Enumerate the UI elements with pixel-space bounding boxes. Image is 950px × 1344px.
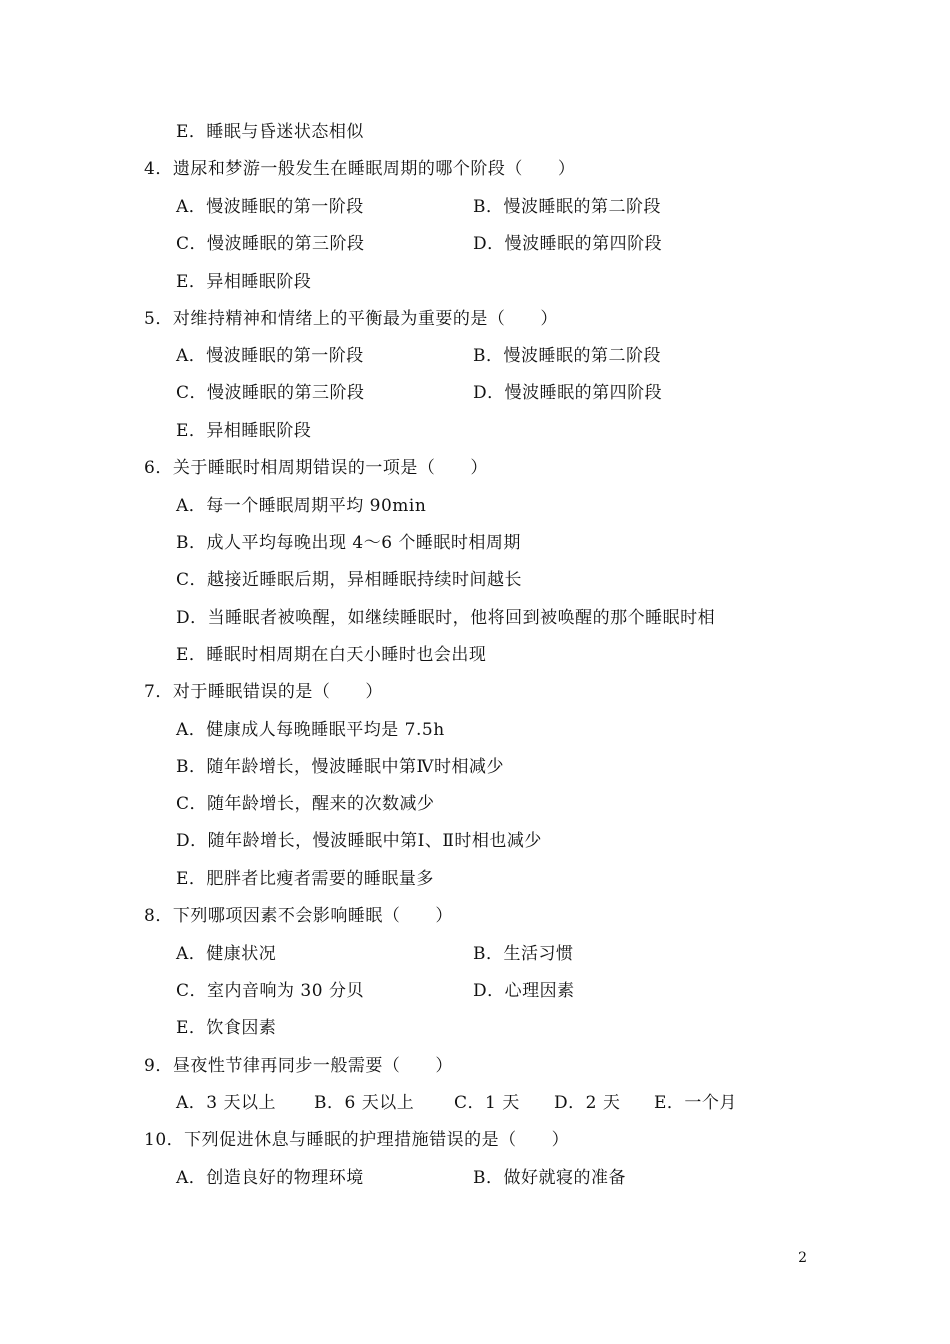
page-number: 2 [798,1250,807,1266]
q5-option-e: E．异相睡眠阶段 [176,421,312,441]
q8-option-b: B．生活习惯 [473,944,574,964]
q4-option-d: D．慢波睡眠的第四阶段 [473,234,663,254]
q6-option-e: E．睡眠时相周期在白天小睡时也会出现 [176,645,487,665]
q7-stem: 7．对于睡眠错误的是（ ） [144,682,383,702]
q4-option-a: A．慢波睡眠的第一阶段 [176,197,364,217]
q9-option-d: D．2 天 [554,1093,621,1113]
q7-option-a: A．健康成人每晚睡眠平均是 7.5h [176,720,445,740]
q4-option-b: B．慢波睡眠的第二阶段 [473,197,661,217]
q9-option-c: C．1 天 [454,1093,520,1113]
q5-option-b: B．慢波睡眠的第二阶段 [473,346,661,366]
q6-option-c: C．越接近睡眠后期，异相睡眠持续时间越长 [176,570,523,590]
q3-option-e: E．睡眠与昏迷状态相似 [176,122,364,142]
q7-option-d: D．随年龄增长，慢波睡眠中第Ⅰ、Ⅱ时相也减少 [176,831,542,851]
q9-option-e: E．一个月 [654,1093,737,1113]
q9-stem: 9．昼夜性节律再同步一般需要（ ） [144,1056,453,1076]
q8-option-c: C．室内音响为 30 分贝 [176,981,364,1001]
q5-option-d: D．慢波睡眠的第四阶段 [473,383,663,403]
q6-option-d: D．当睡眠者被唤醒，如继续睡眠时，他将回到被唤醒的那个睡眠时相 [176,608,716,628]
q7-option-e: E．肥胖者比瘦者需要的睡眠量多 [176,869,434,889]
q8-option-d: D．心理因素 [473,981,575,1001]
q9-option-a: A．3 天以上 [176,1093,276,1113]
q5-stem: 5．对维持精神和情绪上的平衡最为重要的是（ ） [144,309,558,329]
q5-option-c: C．慢波睡眠的第三阶段 [176,383,365,403]
q4-stem: 4．遗尿和梦游一般发生在睡眠周期的哪个阶段（ ） [144,159,576,179]
q8-option-a: A．健康状况 [176,944,277,964]
q4-option-c: C．慢波睡眠的第三阶段 [176,234,365,254]
q8-stem: 8．下列哪项因素不会影响睡眠（ ） [144,906,453,926]
q8-option-e: E．饮食因素 [176,1018,277,1038]
q6-option-a: A．每一个睡眠周期平均 90min [176,496,427,516]
q4-option-e: E．异相睡眠阶段 [176,272,312,292]
q5-option-a: A．慢波睡眠的第一阶段 [176,346,364,366]
q7-option-b: B．随年龄增长，慢波睡眠中第Ⅳ时相减少 [176,757,504,777]
q10-stem: 10．下列促进休息与睡眠的护理措施错误的是（ ） [144,1130,570,1150]
q6-stem: 6．关于睡眠时相周期错误的一项是（ ） [144,458,488,478]
q9-option-b: B．6 天以上 [314,1093,415,1113]
q10-option-b: B．做好就寝的准备 [473,1168,626,1188]
q10-option-a: A．创造良好的物理环境 [176,1168,364,1188]
q7-option-c: C．随年龄增长，醒来的次数减少 [176,794,435,814]
q6-option-b: B．成人平均每晚出现 4～6 个睡眠时相周期 [176,533,521,553]
